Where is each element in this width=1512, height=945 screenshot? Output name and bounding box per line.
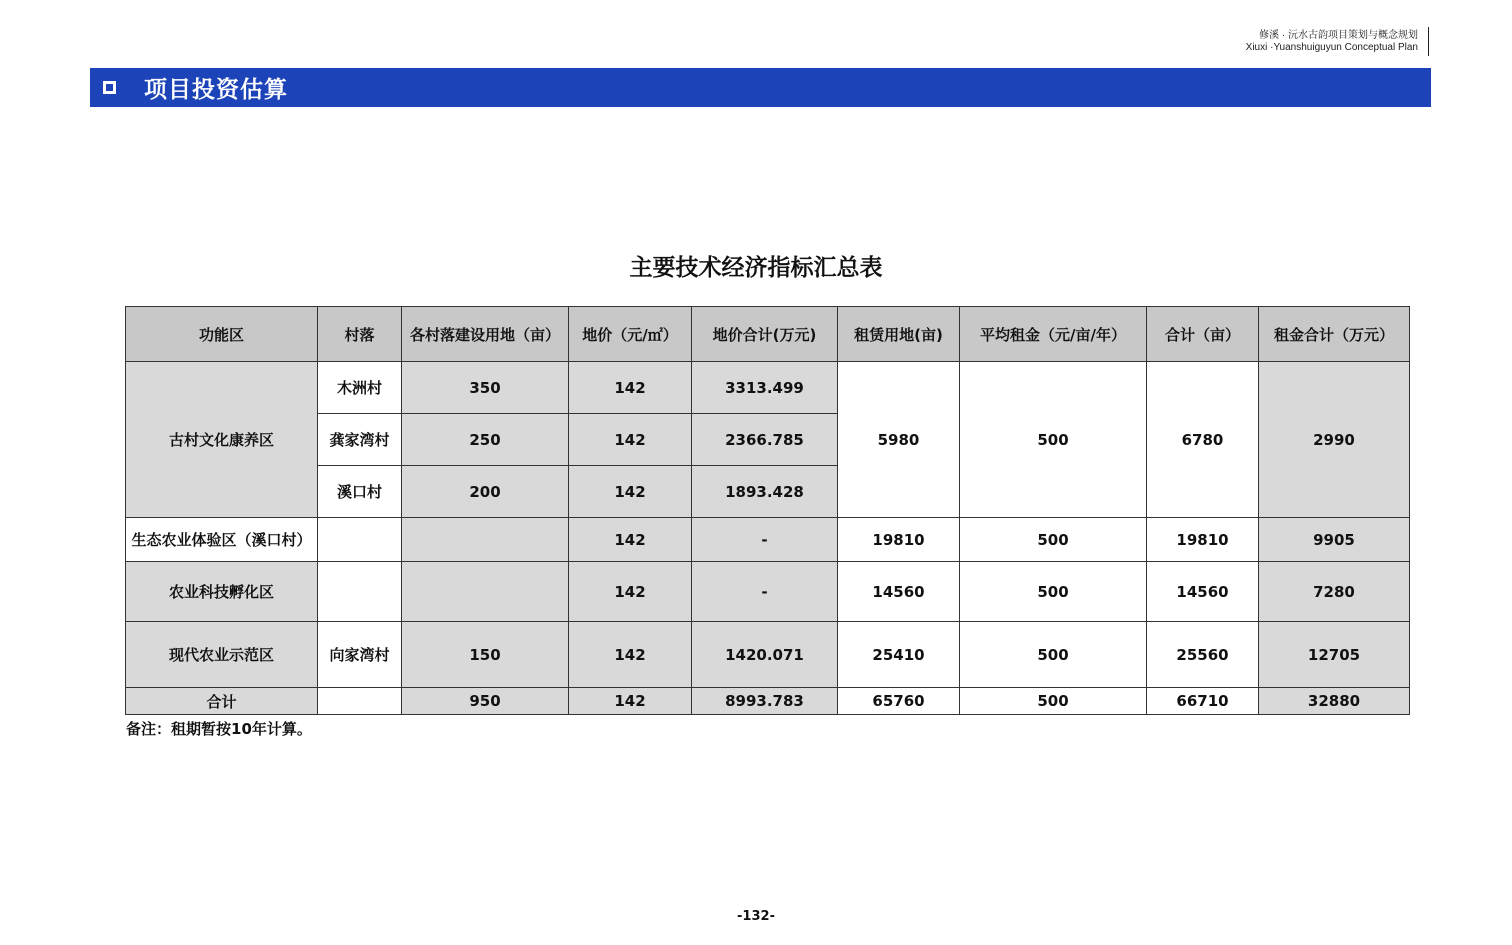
project-title-cn: 修溪 · 沅水古韵项目策划与概念规划 [1259, 30, 1418, 41]
price-total-cell: 1893.428 [692, 466, 838, 518]
total-cell: 66710 [1147, 688, 1259, 715]
page-number: -132- [737, 909, 775, 924]
col-header: 功能区 [126, 307, 318, 362]
header-divider [1428, 27, 1429, 56]
rent-cell: 500 [960, 622, 1147, 688]
lease-cell: 14560 [838, 562, 960, 622]
land-cell: 950 [402, 688, 569, 715]
price-cell: 142 [569, 518, 692, 562]
col-header: 租金合计（万元） [1259, 307, 1410, 362]
col-header: 村落 [318, 307, 402, 362]
lease-cell: 25410 [838, 622, 960, 688]
price-total-cell: 1420.071 [692, 622, 838, 688]
price-total-cell: 2366.785 [692, 414, 838, 466]
price-cell: 142 [569, 466, 692, 518]
village-cell: 龚家湾村 [318, 414, 402, 466]
zone-cell: 生态农业体验区（溪口村） [126, 518, 318, 562]
rent-cell: 500 [960, 562, 1147, 622]
table-row [126, 562, 1410, 622]
village-cell [318, 562, 402, 622]
lease-cell: 65760 [838, 688, 960, 715]
rent-total-cell: 2990 [1259, 362, 1410, 518]
land-cell [402, 562, 569, 622]
price-cell: 142 [569, 362, 692, 414]
col-header: 地价合计(万元) [692, 307, 838, 362]
total-cell: 14560 [1147, 562, 1259, 622]
zone-cell: 农业科技孵化区 [126, 562, 318, 622]
zone-cell: 合计 [126, 688, 318, 715]
land-cell: 350 [402, 362, 569, 414]
village-cell [318, 518, 402, 562]
rent-total-cell: 12705 [1259, 622, 1410, 688]
rent-total-cell: 32880 [1259, 688, 1410, 715]
indicators-table [125, 306, 1410, 715]
total-cell: 6780 [1147, 362, 1259, 518]
price-cell: 142 [569, 562, 692, 622]
rent-cell: 500 [960, 362, 1147, 518]
price-total-cell: 8993.783 [692, 688, 838, 715]
totals-row [126, 688, 1410, 715]
lease-cell: 5980 [838, 362, 960, 518]
price-total-cell: 3313.499 [692, 362, 838, 414]
square-bullet-icon [103, 81, 116, 94]
col-header: 平均租金（元/亩/年） [960, 307, 1147, 362]
total-cell: 19810 [1147, 518, 1259, 562]
table-row [126, 362, 1410, 414]
price-cell: 142 [569, 688, 692, 715]
zone-cell: 古村文化康养区 [126, 362, 318, 518]
price-cell: 142 [569, 414, 692, 466]
village-cell: 向家湾村 [318, 622, 402, 688]
section-title: 项目投资估算 [144, 77, 288, 103]
project-title-en: Xiuxi ·Yuanshuiguyun Conceptual Plan [1245, 42, 1418, 53]
table-row [126, 622, 1410, 688]
land-cell: 250 [402, 414, 569, 466]
table-title: 主要技术经济指标汇总表 [629, 255, 883, 281]
table-row [126, 518, 1410, 562]
village-cell: 木洲村 [318, 362, 402, 414]
col-header: 各村落建设用地（亩） [402, 307, 569, 362]
rent-total-cell: 9905 [1259, 518, 1410, 562]
section-banner [90, 68, 1431, 107]
zone-cell: 现代农业示范区 [126, 622, 318, 688]
village-cell [318, 688, 402, 715]
table-note: 备注：租期暂按10年计算。 [126, 720, 312, 738]
table-header-row [126, 307, 1410, 362]
rent-cell: 500 [960, 688, 1147, 715]
price-cell: 142 [569, 622, 692, 688]
total-cell: 25560 [1147, 622, 1259, 688]
price-total-cell: - [692, 518, 838, 562]
price-total-cell: - [692, 562, 838, 622]
col-header: 地价（元/㎡） [569, 307, 692, 362]
land-cell: 200 [402, 466, 569, 518]
land-cell [402, 518, 569, 562]
document-header [1246, 30, 1418, 54]
rent-total-cell: 7280 [1259, 562, 1410, 622]
col-header: 合计（亩） [1147, 307, 1259, 362]
rent-cell: 500 [960, 518, 1147, 562]
village-cell: 溪口村 [318, 466, 402, 518]
col-header: 租赁用地(亩) [838, 307, 960, 362]
lease-cell: 19810 [838, 518, 960, 562]
land-cell: 150 [402, 622, 569, 688]
